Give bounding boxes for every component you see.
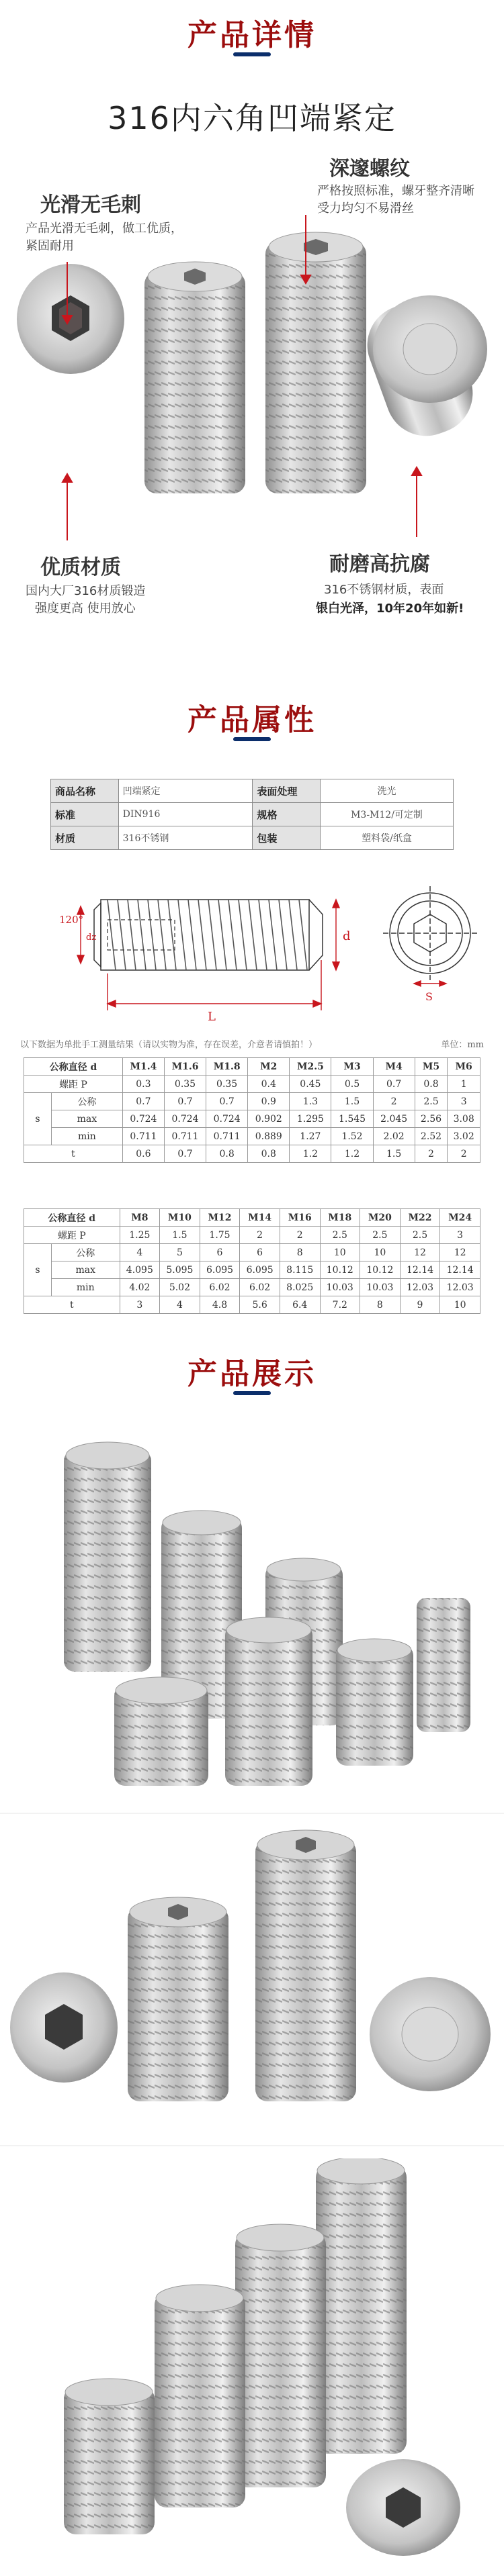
attributes-title-bar <box>233 737 271 741</box>
spec-cell: 0.4 <box>248 1076 290 1093</box>
callout-material-title: 优质材质 <box>40 556 121 579</box>
attr-value: 316不锈钢 <box>118 826 253 850</box>
spec-cell: 1.2 <box>331 1145 373 1163</box>
spec-row-pitch <box>24 1076 480 1093</box>
spec-header-cell: M6 <box>448 1058 480 1076</box>
spec-header-cell: M2.5 <box>290 1058 331 1076</box>
product-photo-3 <box>0 2158 504 2561</box>
spec-cell: 5.02 <box>160 1279 200 1296</box>
spec-cell: 0.6 <box>122 1145 164 1163</box>
spec-header-cell: 公称直径 d <box>24 1058 123 1076</box>
spec-cell: 2.02 <box>373 1128 415 1145</box>
spec-header-cell: M1.8 <box>206 1058 248 1076</box>
spec-cell: 0.7 <box>206 1093 248 1110</box>
attributes-row <box>51 779 454 803</box>
spec-cell: 2.5 <box>400 1227 440 1244</box>
technical-drawing <box>0 866 504 1027</box>
spec-cell: 10.03 <box>360 1279 401 1296</box>
spec-cell: 2 <box>240 1227 280 1244</box>
spec-cell: 12.03 <box>400 1279 440 1296</box>
callout-corrosion-desc-line2: 银白光泽，10年20年如新! <box>316 602 464 616</box>
dim-dz: dz <box>86 933 97 943</box>
spec-row-label: s <box>24 1093 52 1145</box>
attr-value: 洗光 <box>321 779 454 803</box>
callout-smooth-desc-line2: 紧固耐用 <box>26 239 74 253</box>
callout-thread-title: 深邃螺纹 <box>329 157 410 181</box>
spec-header-cell: M1.6 <box>164 1058 206 1076</box>
callout-corrosion-desc-line1: 316不锈钢材质，表面 <box>324 583 444 597</box>
attr-key: 表面处理 <box>253 779 321 803</box>
spec-header-row <box>24 1209 480 1227</box>
spec-cell: 2.56 <box>415 1110 448 1128</box>
attributes-row <box>51 826 454 850</box>
spec-cell: 1.27 <box>290 1128 331 1145</box>
spec-cell: 3.02 <box>448 1128 480 1145</box>
spec-row-label: t <box>24 1145 123 1163</box>
spec-cell: 0.9 <box>248 1093 290 1110</box>
spec-row-sublabel: 公称 <box>52 1093 123 1110</box>
spec-cell: 12.14 <box>400 1261 440 1279</box>
spec-cell: 12.03 <box>440 1279 480 1296</box>
spec-cell: 0.7 <box>122 1093 164 1110</box>
spec-cell: 0.3 <box>122 1076 164 1093</box>
spec-header-cell: M10 <box>160 1209 200 1227</box>
spec-cell: 4.8 <box>200 1296 240 1314</box>
dim-s: S <box>425 990 433 1003</box>
spec-header-cell: M18 <box>320 1209 360 1227</box>
spec-cell: 0.8 <box>206 1145 248 1163</box>
spec-cell: 0.889 <box>248 1128 290 1145</box>
spec-cell: 1.3 <box>290 1093 331 1110</box>
spec-row-t <box>24 1145 480 1163</box>
product-photo-2 <box>0 1826 504 2135</box>
spec-cell: 2.5 <box>360 1227 401 1244</box>
attr-value: DIN916 <box>118 803 253 826</box>
attr-value: 塑料袋/纸盒 <box>321 826 454 850</box>
spec-cell: 9 <box>400 1296 440 1314</box>
spec-header-cell: M1.4 <box>122 1058 164 1076</box>
spec-cell: 5 <box>160 1244 200 1261</box>
spec-cell: 8.025 <box>280 1279 320 1296</box>
callout-corrosion-title: 耐磨高抗腐 <box>329 553 430 576</box>
spec-header-cell: M14 <box>240 1209 280 1227</box>
spec-cell: 0.711 <box>206 1128 248 1145</box>
spec-cell: 0.711 <box>122 1128 164 1145</box>
spec-cell: 10.12 <box>360 1261 401 1279</box>
spec-cell: 6 <box>240 1244 280 1261</box>
spec-cell: 1.25 <box>120 1227 160 1244</box>
spec-row-nominal <box>24 1244 480 1261</box>
spec-header-row <box>24 1058 480 1076</box>
spec-cell: 1.5 <box>160 1227 200 1244</box>
spec-header-cell: M3 <box>331 1058 373 1076</box>
spec-cell: 0.5 <box>331 1076 373 1093</box>
spec-header-cell: M5 <box>415 1058 448 1076</box>
display-title-bar <box>233 1391 271 1395</box>
spec-table-1 <box>24 1057 480 1163</box>
spec-header-cell: M16 <box>280 1209 320 1227</box>
callout-material-desc-line1: 国内大厂316材质锻造 <box>26 584 146 598</box>
spec-cell: 1.295 <box>290 1110 331 1128</box>
product-photo-1 <box>0 1423 504 1799</box>
spec-cell: 0.724 <box>206 1110 248 1128</box>
callout-material-desc-line2: 强度更高 使用放心 <box>35 602 136 616</box>
spec-header-cell: 公称直径 d <box>24 1209 120 1227</box>
callout-smooth-desc-line1: 产品光滑无毛刺，做工优质， <box>26 222 183 236</box>
spec-row-sublabel: min <box>52 1128 123 1145</box>
attributes-title: 产品属性 <box>187 703 317 737</box>
spec-cell: 0.711 <box>164 1128 206 1145</box>
spec-cell: 0.7 <box>164 1145 206 1163</box>
attr-key: 材质 <box>51 826 119 850</box>
attr-key: 规格 <box>253 803 321 826</box>
spec-cell: 3 <box>120 1296 160 1314</box>
dim-angle: 120° <box>59 914 84 926</box>
spec-row-min <box>24 1279 480 1296</box>
spec-cell: 6.095 <box>240 1261 280 1279</box>
spec-row-min <box>24 1128 480 1145</box>
dim-L: L <box>208 1010 216 1024</box>
spec-cell: 2.52 <box>415 1128 448 1145</box>
spec-cell: 2 <box>280 1227 320 1244</box>
spec-cell: 0.45 <box>290 1076 331 1093</box>
attributes-row <box>51 803 454 826</box>
spec-cell: 6 <box>200 1244 240 1261</box>
spec-header-cell: M4 <box>373 1058 415 1076</box>
spec-cell: 4 <box>120 1244 160 1261</box>
spec-cell: 6.02 <box>200 1279 240 1296</box>
measurement-note-text: 以下数据为单批手工测量结果（请以实物为准，存在误差，介意者请慎拍！） <box>20 1040 318 1050</box>
spec-table-2 <box>24 1208 480 1314</box>
spec-cell: 0.8 <box>248 1145 290 1163</box>
details-title: 产品详情 <box>187 18 317 52</box>
spec-cell: 1.75 <box>200 1227 240 1244</box>
callout-smooth-title: 光滑无毛刺 <box>40 193 141 217</box>
spec-row-sublabel: 公称 <box>52 1244 120 1261</box>
photo-divider <box>0 1813 504 1814</box>
spec-row-sublabel: max <box>52 1261 120 1279</box>
spec-header-cell: M8 <box>120 1209 160 1227</box>
spec-cell: 8 <box>360 1296 401 1314</box>
spec-cell: 10 <box>320 1244 360 1261</box>
spec-cell: 0.902 <box>248 1110 290 1128</box>
spec-cell: 6.4 <box>280 1296 320 1314</box>
spec-cell: 1.2 <box>290 1145 331 1163</box>
spec-cell: 3 <box>448 1093 480 1110</box>
attr-key: 包装 <box>253 826 321 850</box>
measurement-note <box>20 1037 484 1050</box>
spec-cell: 7.2 <box>320 1296 360 1314</box>
spec-cell: 10.12 <box>320 1261 360 1279</box>
spec-row-nominal <box>24 1093 480 1110</box>
spec-cell: 12 <box>400 1244 440 1261</box>
spec-cell: 0.35 <box>164 1076 206 1093</box>
attr-key: 商品名称 <box>51 779 119 803</box>
spec-cell: 0.7 <box>164 1093 206 1110</box>
spec-cell: 0.7 <box>373 1076 415 1093</box>
spec-cell: 0.35 <box>206 1076 248 1093</box>
attr-value: M3-M12/可定制 <box>321 803 454 826</box>
spec-header-cell: M2 <box>248 1058 290 1076</box>
spec-cell: 12 <box>440 1244 480 1261</box>
spec-cell: 1 <box>448 1076 480 1093</box>
spec-header-cell: M24 <box>440 1209 480 1227</box>
spec-cell: 1.5 <box>373 1145 415 1163</box>
dim-d: d <box>343 929 351 943</box>
spec-header-cell: M12 <box>200 1209 240 1227</box>
spec-row-sublabel: min <box>52 1279 120 1296</box>
spec-header-cell: M20 <box>360 1209 401 1227</box>
spec-cell: 1.5 <box>331 1093 373 1110</box>
spec-cell: 2 <box>373 1093 415 1110</box>
spec-cell: 4.095 <box>120 1261 160 1279</box>
spec-cell: 8 <box>280 1244 320 1261</box>
spec-cell: 6.095 <box>200 1261 240 1279</box>
spec-cell: 2 <box>415 1145 448 1163</box>
spec-cell: 12.14 <box>440 1261 480 1279</box>
spec-cell: 2.045 <box>373 1110 415 1128</box>
attr-value: 凹端紧定 <box>118 779 253 803</box>
spec-cell: 1.52 <box>331 1128 373 1145</box>
display-title: 产品展示 <box>187 1357 317 1391</box>
spec-row-pitch <box>24 1227 480 1244</box>
spec-row-label: 螺距 P <box>24 1227 120 1244</box>
spec-cell: 4 <box>160 1296 200 1314</box>
spec-row-label: 螺距 P <box>24 1076 123 1093</box>
spec-cell: 0.724 <box>164 1110 206 1128</box>
spec-cell: 6.02 <box>240 1279 280 1296</box>
spec-cell: 3 <box>440 1227 480 1244</box>
spec-cell: 5.6 <box>240 1296 280 1314</box>
details-subtitle: 316内六角凹端紧定 <box>108 100 396 136</box>
callout-thread-desc-line1: 严格按照标准，螺牙整齐清晰 <box>317 184 474 198</box>
spec-cell: 3.08 <box>448 1110 480 1128</box>
spec-cell: 2.5 <box>320 1227 360 1244</box>
spec-row-max <box>24 1110 480 1128</box>
spec-row-max <box>24 1261 480 1279</box>
spec-cell: 2 <box>448 1145 480 1163</box>
spec-cell: 4.02 <box>120 1279 160 1296</box>
callout-arrows <box>0 0 504 671</box>
unit-label: 单位：mm <box>441 1040 484 1050</box>
spec-row-t <box>24 1296 480 1314</box>
callout-thread-desc-line2: 受力均匀不易滑丝 <box>317 201 414 216</box>
spec-cell: 5.095 <box>160 1261 200 1279</box>
spec-cell: 10 <box>360 1244 401 1261</box>
spec-row-label: t <box>24 1296 120 1314</box>
spec-header-cell: M22 <box>400 1209 440 1227</box>
spec-cell: 8.115 <box>280 1261 320 1279</box>
spec-cell: 10.03 <box>320 1279 360 1296</box>
spec-cell: 0.724 <box>122 1110 164 1128</box>
attributes-table <box>50 779 454 850</box>
spec-cell: 2.5 <box>415 1093 448 1110</box>
spec-cell: 10 <box>440 1296 480 1314</box>
attr-key: 标准 <box>51 803 119 826</box>
spec-cell: 1.545 <box>331 1110 373 1128</box>
spec-row-label: s <box>24 1244 52 1296</box>
spec-cell: 0.8 <box>415 1076 448 1093</box>
spec-row-sublabel: max <box>52 1110 123 1128</box>
photo-divider <box>0 2145 504 2146</box>
